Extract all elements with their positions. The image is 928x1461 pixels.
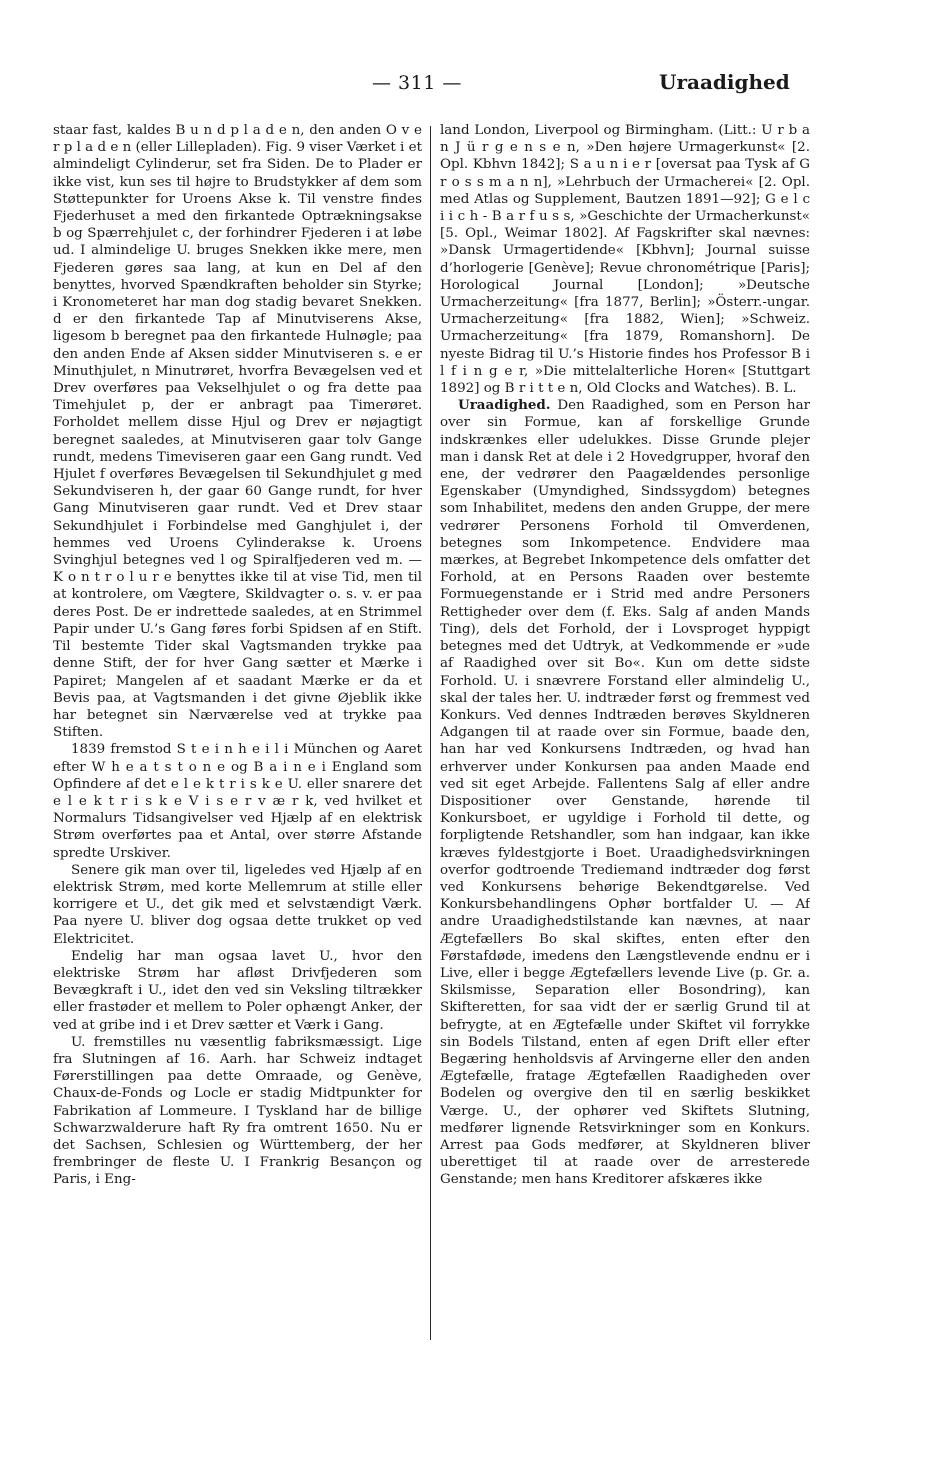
paragraph: Senere gik man over til, ligeledes ved Hjælp af en elektrisk Strøm, med korte Mellemrum at stille eller korrigere et U., det gik med et selvstændigt Værk. Paa nyere U. bliver dog ogsaa dette trukket op ved Elektricitet. [53,862,422,947]
left-column [53,122,422,1347]
entry-text: Den Raadighed, som en Person har over sin Formue, kan af forskellige Grunde indskrænkes eller udelukkes. Disse Grunde plejer man i dansk Ret at dele i 2 Hovedgrupper, hvoraf den ene, der vedrører den Paagældendes personlige Egenskaber (Umyndighed, Sindssygdom) betegnes som Inhabilitet, medens den anden Gruppe, der mere vedrører Personens Forhold til Omverdenen, betegnes som Inkompetence. Endvidere maa mærkes, at Begrebet Inkompetence dels omfatter det Forhold, at en Persons Raaden over bestemte Formuegenstande er i Strid med andre Personers Rettigheder over dem (f. Eks. Salg af anden Mands Ting), dels det Forhold, der i Lovsproget hyppigt betegnes med det Udtryk, at Vedkommende er »ude af Raadighed over sit Bo«. Kun om dette sidste Forhold. U. i snævrere Forstand eller almindelig U., skal der tales her. U. indtræder først og fremmest ved Konkurs. Ved dennes Indtræden berøves Skyldneren Adgangen til at raade over sin Formue, baade den, han har ved Konkursens Indtræden, og hvad han erhverver under Konkursen paa anden Maade end ved sit eget Arbejde. Fallentens Salg af eller andre Dispositioner over Genstande, hørende til Konkursboet, er ugyldige i Forhold til dette, og forpligtende Retshandler, som han indgaar, kan ikke kræves fyldestgjorte i Boet. Uraadighedsvirkningen overfor godtroende Trediemand indtræder dog først ved Konkursens behørige Bekendtgørelse. Ved Konkursbehandlingens Ophør bortfalder U. — Af andre Uraadighedstilstande kan nævnes, at naar Ægtefællers Bo skal skiftes, enten efter den Førstafdøde, imedens den Længstlevende endnu er i Live, eller i begge Ægtefællers levende Live (p. Gr. a. Skilsmisse, Separation eller Bosondring), kan Skifteretten, for saa vidt der er særlig Grund til at befrygte, at en Ægtefælle under Skiftet vil forrykke sin Bodels Tilstand, enten af egen Drift eller efter Begæring henholdsvis af Arvingerne eller den anden Ægtefælle, fratage Ægtefællen Raadigheden over Bodelen og overgive den til en særlig beskikket Værge. U., der ophører ved Skiftets Slutning, medfører lignende Retsvirkninger som en Konkurs. Arrest paa Gods medfører, at Skyldneren bliver uberettiget til at raade over de arresterede Genstande; men hans Kreditorer afskæres ikke [440,398,810,1188]
entry-uraadighed [440,397,810,1188]
running-title: Uraadighed [659,70,790,94]
column-divider [430,126,431,1340]
paragraph: Endelig har man ogsaa lavet U., hvor den elektriske Strøm har afløst Drivfjederen som Bevægkraft i U., idet den ved sin Veksling tiltrækker eller frastøder et mellem to Poler ophængt Anker, der ved at gribe ind i et Drev sætter et Værk i Gang. [53,948,422,1033]
paragraph: staar fast, kaldes B u n d p l a d e n, den anden O v e r p l a d e n (eller Lillepladen). Fig. 9 viser Værket i et almindeligt Cylinderur, set fra Siden. De to Plader er ikke vist, kun ses til højre to Brudstykker af dem som Støttepunkter for Uroens Akse k. Til venstre findes Fjederhuset a med den firkantede Optrækningsakse b og Spærrehjulet c, der forhindrer Fjederen i at løbe ud. I almindelige U. bruges Snekken ikke mere, men Fjederen gøres saa lang, at kun en Del af den benyttes, hvorved Spændkraften beholder sin Styrke; i Kronometeret har man dog stadig bevaret Snekken. d er den firkantede Tap af Minutviserens Akse, ligesom b beregnet paa den firkantede Hulnøgle; paa den anden Ende af Aksen sidder Minutviseren s. e er Minuthjulet, n Minutrøret, hvorfra Bevægelsen ved et Drev overføres paa Vekselhjulet o og fra dette paa Timehjulet p, der er anbragt paa Timerøret. Forholdet mellem disse Hjul og Drev er nøjagtigt beregnet saaledes, at Minutviseren gaar tolv Gange rundt, medens Timeviseren gaar een Gang rundt. Ved Hjulet f overføres Bevægelsen til Sekundhjulet g med Sekundviseren h, der gaar 60 Gange rundt, for hver Gang Minutviseren gaar rundt. Ved et Drev staar Sekundhjulet i Forbindelse med Ganghjulet i, der hemmes ved Uroens Cylinderakse k. Uroens Svinghjul betegnes ved l og Spiralfjederen ved m. — K o n t r o l u r e benyttes ikke til at vise Tid, men til at kontrolere, om Vægtere, Skildvagter o. s. v. er paa deres Post. De er indrettede saaledes, at en Strimmel Papir under U.’s Gang føres forbi Spidsen af en Stift. Til bestemte Tider skal Vagtsmanden trykke paa denne Stift, der for hver Gang sætter et Mærke i Papiret; Mangelen af et saadant Mærke er da et Bevis paa, at Vagtsmanden i det givne Øjeblik ikke har betegnet sin Nærværelse ved at trykke paa Stiften. [53,123,422,741]
page-number: — 311 — [372,72,462,94]
entry-headword: Uraadighed. [458,397,551,414]
paragraph: U. fremstilles nu væsentlig fabriksmæssigt. Lige fra Slutningen af 16. Aarh. har Schweiz indtaget Førerstillingen paa dette Omraade, og Genève, Chaux-de-Fonds og Locle er stadig Midtpunkter for Fabrikation af Lommeure. I Tyskland har de billige Schwarzwalderure haft Ry fra omtrent 1650. Nu er det Sachsen, Schlesien og Württemberg, der her frembringer de fleste U. I Frankrig Besançon og Paris, i Eng- [53,1034,422,1188]
paragraph: land London, Liverpool og Birmingham. (Litt.: U r b a n J ü r g e n s e n, »Den højere Urmagerkunst« [2. Opl. Kbhvn 1842]; S a u n i e r [oversat paa Tysk af G r o s s m a n n], »Lehrbuch der Urmacherei« [2. Opl. med Atlas og Supplement, Bautzen 1891—92]; G e l c i i c h - B a r f u s s, »Geschichte der Urmacherkunst« [5. Opl., Weimar 1802]. Af Fagskrifter skal nævnes: »Dansk Urmagertidende« [Kbhvn]; Journal suisse d’horlogerie [Genève]; Revue chronométrique [Paris]; Horological Journal [London]; »Deutsche Urmacherzeitung« [fra 1877, Berlin]; »Österr.-ungar. Urmacherzeitung« [fra 1882, Wien]; »Schweiz. Urmacherzeitung« [fra 1879, Romanshorn]. De nyeste Bidrag til U.’s Historie findes hos Professor B i l f i n g e r, »Die mittelalterliche Horen« [Stuttgart 1892] og B r i t t e n, Old Clocks and Watches). B. L. [440,123,810,397]
paragraph: 1839 fremstod S t e i n h e i l i München og Aaret efter W h e a t s t o n e og B a i n e i England som Opfindere af det e l e k t r i s k e U. eller snarere det e l e k t r i s k e V i s e r v æ r k, ved hvilket et Normalurs Tidsangivelser ved Hjælp af en elektrisk Strøm overførtes paa et Antal, over større Afstande spredte Urskiver. [53,742,422,861]
page-header [0,66,928,102]
right-column [440,122,810,1347]
